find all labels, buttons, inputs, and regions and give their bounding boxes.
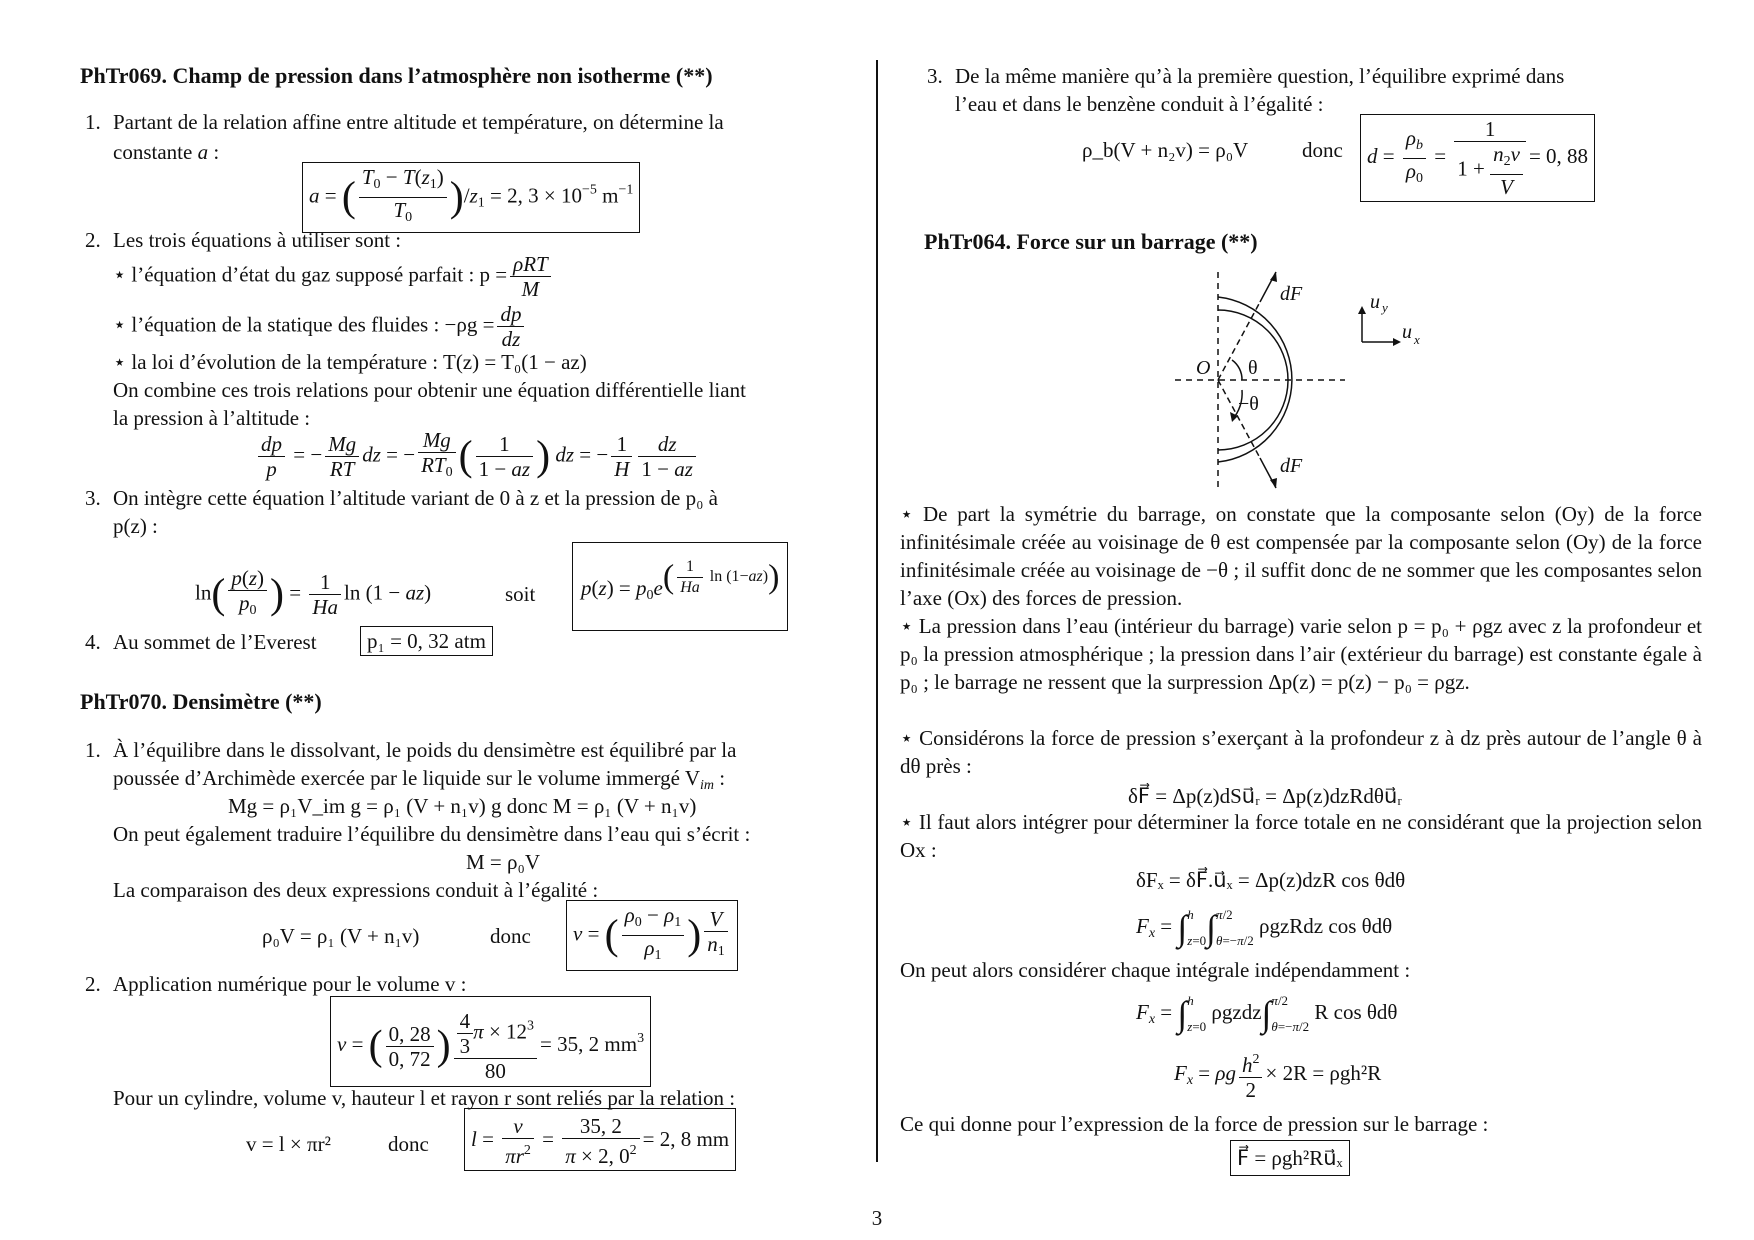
q4-text: Au sommet de l’Everest (113, 630, 317, 654)
ux-label: u (1402, 321, 1412, 343)
q2-text: Les trois équations à utiliser sont : (113, 228, 402, 252)
d2-result-box: v = ( $\frac{0, 28}{0, 72}$ ) $\frac{4}{3}$ $\pi \times 12^3$ 80 = 35, 2 $mm^3$ (330, 996, 651, 1087)
r3-text-2: l’eau et dans le benzène conduit à l’égalité : (955, 92, 1324, 116)
eq-deltaF: δF⃗ = Δp(z)dSu⃗ᵣ = Δp(z)dzRdθu⃗ᵣ (1128, 784, 1403, 808)
d1-equation-2: M = ρ₀V (466, 850, 540, 874)
svg-text:x: x (1414, 332, 1420, 347)
page-number: 3 (871, 1206, 883, 1230)
svg-text:y: y (1382, 300, 1388, 315)
d1-text-3: On peut également traduire l’équilibre du densimètre dans l’eau qui s’écrit : (113, 822, 751, 846)
q2-text-1: On combine ces trois relations pour obtenir une équation différentielle liant (113, 378, 746, 402)
q3-log-equation: ln( $\frac{p(z)}{p_0}$ ) = $\frac{1}{Ha}$ ln (1 − az) (195, 566, 432, 619)
heading-phtr069: PhTr069. Champ de pression dans l’atmosphère non isotherme (**) (80, 63, 713, 88)
q2-bullet-2: ⋆ l’équation de la statique des fluides : −ρg = $\frac{dp}{dz}$ (113, 302, 527, 351)
heading-phtr070: PhTr070. Densimètre (**) (80, 689, 322, 714)
dam-paragraph-6: Ce qui donne pour l’expression de la force de pression sur le barrage : (900, 1112, 1489, 1136)
q2-text-2: la pression à l’altitude : (113, 406, 311, 430)
d1-text-1: À l’équilibre dans le dissolvant, le poids du densimètre est équilibré par la (113, 738, 737, 762)
d2-donc: donc (388, 1132, 429, 1156)
uy-label: u (1370, 291, 1380, 313)
d1-donc: donc (490, 924, 531, 948)
r3-result-box: d = $\frac{\rho_b}{\rho_0}$ = 1 1 + $\frac{n_2v}{V}$ = 0, 88 (1360, 114, 1595, 202)
d2-text-1: Application numérique pour le volume v : (113, 972, 467, 996)
dam-paragraph-5: On peut alors considérer chaque intégrale indépendamment : (900, 958, 1411, 982)
d1-text-2: poussée d’Archimède exercée par le liquide sur le volume immergé $V_{im}$ : (113, 766, 726, 793)
eq-Fx-separated: $F_x = \int h$ z=0 ρgzdz∫π/2 θ=−π/2 R cos θdθ (1136, 993, 1398, 1035)
r3-text-1: De la même manière qu’à la première question, l’équilibre exprimé dans (955, 64, 1565, 88)
d2-text-2: Pour un cylindre, volume v, hauteur l et rayon r sont reliés par la relation : (113, 1086, 736, 1110)
d1-result-box: v = ( $\frac{\rho_0 - \rho_1}{\rho_1}$ ) $\frac{V}{n_1}$ (566, 900, 738, 971)
theta-arc (1232, 360, 1242, 380)
eq-Fx-result: $F_x = \rho g$ $\frac{h^2}{2}$ × 2R = ρgh²R (1174, 1048, 1381, 1106)
final-result-box: F⃗ = ρgh²Ru⃗ₓ (1230, 1140, 1350, 1176)
theta-label: θ (1248, 357, 1258, 379)
d1-equation-3: ρ₀V = ρ₁ (V + n₁v) (262, 924, 420, 948)
q2-differential-equation: $\frac{dp}{p}$ = − $\frac{Mg}{RT}$ dz = − $\frac{Mg}{RT_0}$ ( $\frac{1}{1 - az}$ ) dz = − $\frac{1}{H}$ $\frac{dz}{1 - az}$ (255, 428, 699, 485)
minus-theta-label: −θ (1238, 393, 1259, 415)
d1-equation: Mg = ρ₁V_im g = ρ₁ (V + n₁v) g donc M = ρ₁ (V + n₁v) (228, 794, 697, 818)
item-number: 1. (85, 110, 101, 134)
q2-bullet-1: ⋆ l’équation d’état du gaz supposé parfait : p = $\frac{\text{ρRT}}{M}$ (113, 252, 554, 301)
d2-cylinder-equation: v = l × πr² (246, 1132, 331, 1156)
dam-paragraph-3: ⋆ Considérons la force de pression s’exerçant à la profondeur z à dz près autour de l’angle θ à dθ près : (900, 726, 1702, 778)
d1-text-4: La comparaison des deux expressions conduit à l’égalité : (113, 878, 599, 902)
q4-result-box: p₁ = 0, 32 atm (360, 626, 493, 656)
dam-paragraph-4: ⋆ Il faut alors intégrer pour déterminer la force totale en ne considérant que la projection selon Ox : (900, 810, 1702, 862)
q3-text-2: p(z) : (113, 514, 158, 538)
dam-paragraph-2: ⋆ La pression dans l’eau (intérieur du barrage) varie selon p = p₀ + ρgz avec z la profondeur et p₀ la pression atmosphérique ; la pression dans l’air (extérieur du barrage) est constante égale à p₀ ; le barrage ne ressent que la surpression Δp(z) = p(z) − p₀ = ρgz. (900, 614, 1702, 694)
column-divider (876, 60, 878, 1162)
d2-length-result-box: l = $\frac{v}{\pi r^2}$ = $\frac{35, 2}{\pi \times 2, 0^2}$ = 2, 8 mm (464, 1108, 736, 1171)
r3-donc: donc (1302, 138, 1343, 162)
eq-Fx-double-integral: $F_x = \int h$ z=0∫π/2 θ=−π/2 ρgzRdz cos θdθ (1136, 907, 1393, 949)
dF-label-top: dF (1280, 283, 1303, 305)
q1-text-2: constante a : (113, 140, 220, 164)
origin-label: O (1196, 357, 1211, 379)
q2-bullet-3: ⋆ la loi d’évolution de la température : T(z) = T₀(1 − az) (113, 350, 587, 374)
q3-soit: soit (505, 582, 536, 606)
q3-result-box: $p(z) = p_0e$( $\frac{1}{Ha}$ ln (1−az)) (572, 542, 788, 631)
q1-formula-box: a = ( $\frac{T_0 - T(z_1)}{T_0}$ )$/z_1 = 2$, $3 \times 10^{-5}$ $m^{-1}$ (302, 162, 640, 233)
r3-equation: ρ_b(V + n₂v) = ρ₀V (1082, 138, 1249, 162)
dam-paragraph-1: ⋆ De part la symétrie du barrage, on constate que la composante selon (Oy) de la force infinitésimale créée au voisinage de θ est compensée par la composante selon (Oy) de la force infinitésimale créée au voisinage de −θ ; il suffit donc de ne sommer que les composantes selon l’axe (Ox) des forces de pression. (900, 502, 1702, 610)
q1-text: Partant de la relation affine entre altitude et température, on détermine la (113, 110, 724, 134)
q3-text: On intègre cette équation l’altitude variant de 0 à z et la pression de p₀ à (113, 486, 719, 510)
dam-diagram (1170, 262, 1450, 492)
dF-label-bottom: dF (1280, 455, 1303, 477)
heading-phtr064: PhTr064. Force sur un barrage (**) (924, 229, 1258, 254)
eq-deltaFx: δFₓ = δF⃗.u⃗ₓ = Δp(z)dzR cos θdθ (1136, 868, 1406, 892)
